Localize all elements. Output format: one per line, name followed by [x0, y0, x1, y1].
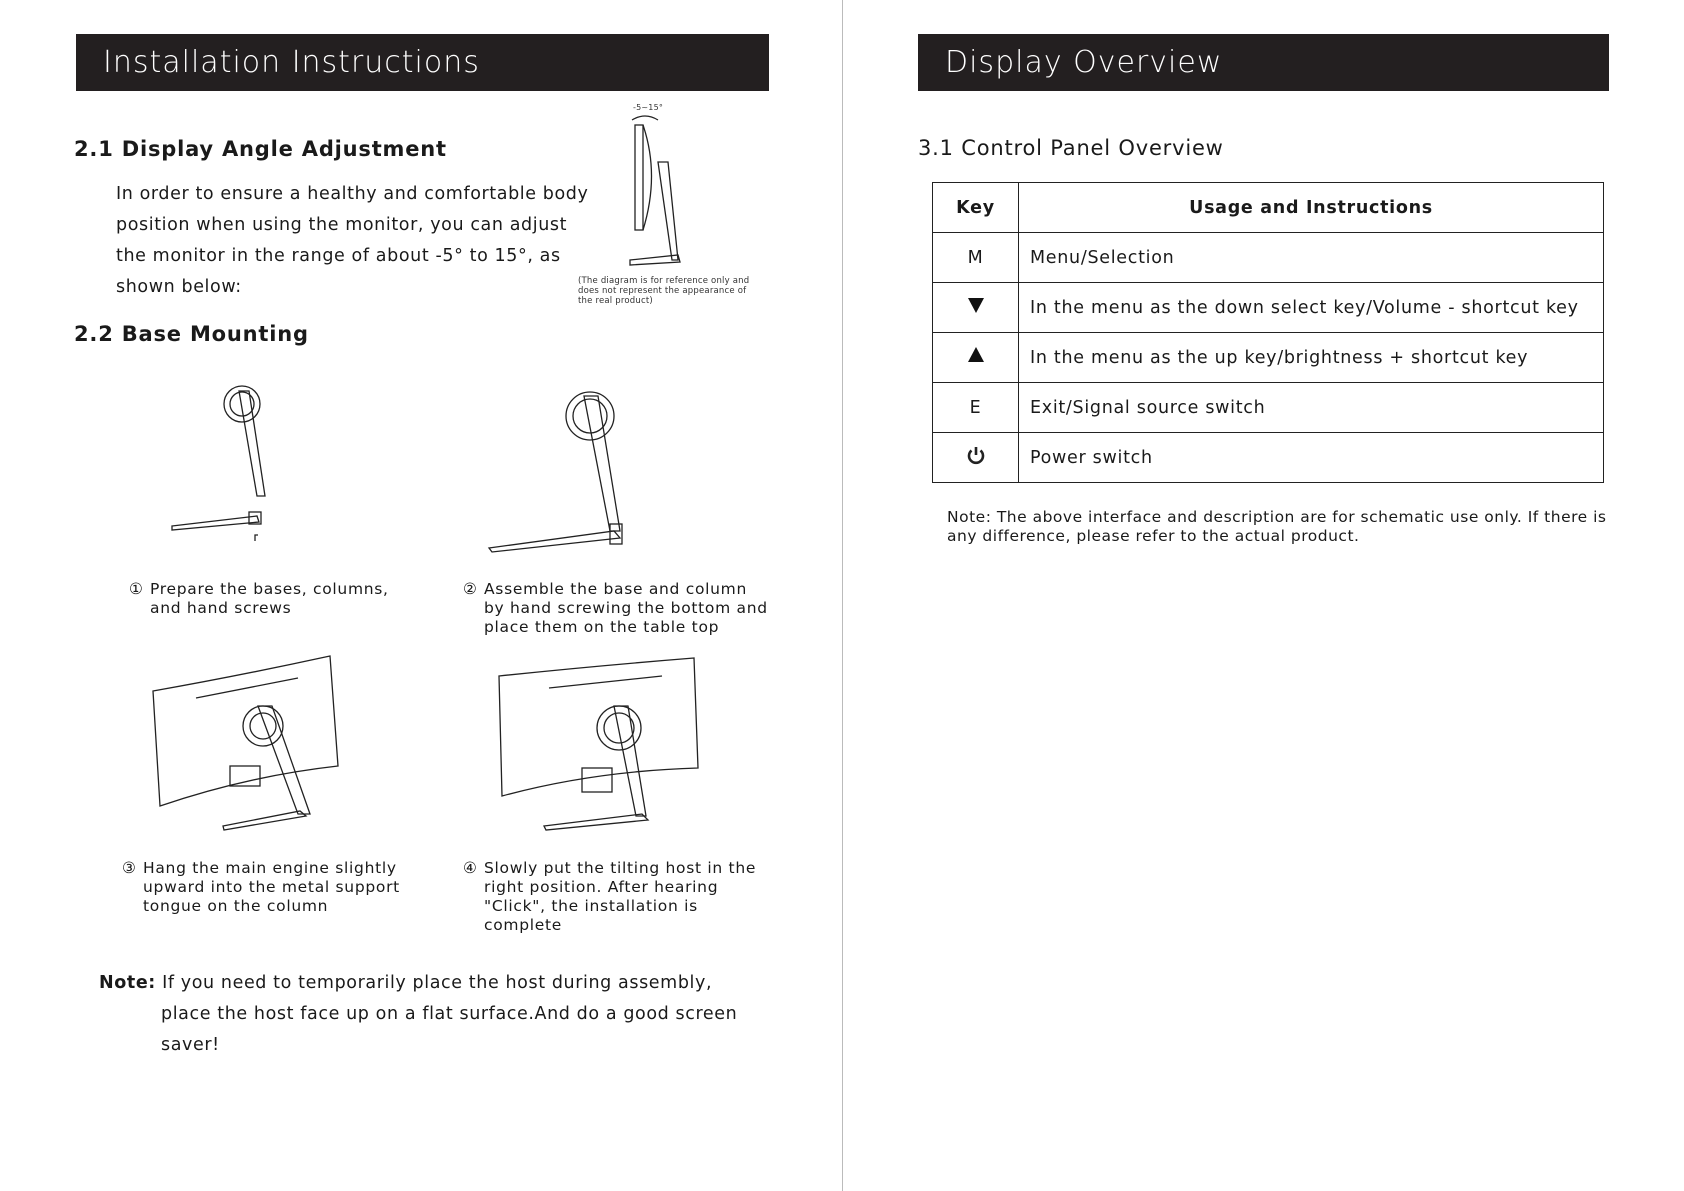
- caption-line: the real product): [578, 296, 653, 306]
- key-cell: M: [933, 233, 1019, 283]
- caption-line: (The diagram is for reference only and: [578, 276, 750, 286]
- column-header-key: Key: [933, 183, 1019, 233]
- assembly-note: [99, 968, 737, 1061]
- text-line: position when using the monitor, you can adjust: [116, 215, 568, 235]
- note-line: If you need to temporarily place the host during assembly,: [162, 973, 713, 993]
- key-cell: [933, 283, 1019, 333]
- step-1-caption: [129, 580, 389, 618]
- step-2-illustration: [484, 376, 634, 554]
- section-3-1-heading: 3.1 Control Panel Overview: [918, 136, 1224, 160]
- step-number: ②: [463, 580, 478, 598]
- caption-line: complete: [484, 916, 562, 934]
- step-4-caption: [463, 859, 757, 935]
- section-2-1-text: [116, 179, 588, 303]
- caption-line: by hand screwing the bottom and: [484, 599, 768, 617]
- key-cell: E: [933, 383, 1019, 433]
- usage-cell: Menu/Selection: [1019, 233, 1604, 283]
- usage-cell: Power switch: [1019, 433, 1604, 483]
- right-page-header: Display Overview: [918, 34, 1609, 91]
- tilt-arc: [632, 116, 658, 120]
- diagram-caption: [578, 276, 749, 306]
- section-2-1-heading: 2.1 Display Angle Adjustment: [74, 137, 447, 161]
- angle-label: -5~15°: [633, 103, 664, 112]
- step-2-caption: [463, 580, 768, 637]
- step-4-illustration: [494, 656, 704, 831]
- text-line: In order to ensure a healthy and comfortable body: [116, 184, 589, 204]
- monitor-back: [643, 125, 652, 230]
- caption-line: place them on the table top: [484, 618, 720, 636]
- usage-cell: Exit/Signal source switch: [1019, 383, 1604, 433]
- table-header-row: [933, 183, 1604, 233]
- caption-line: does not represent the appearance of: [578, 286, 747, 296]
- text-line: shown below:: [116, 277, 242, 297]
- table-row: [933, 333, 1604, 383]
- usage-cell: In the menu as the down select key/Volume - shortcut key: [1019, 283, 1604, 333]
- step-1-illustration: [167, 376, 277, 548]
- up-triangle-icon: [967, 346, 985, 364]
- control-panel-table: [932, 182, 1604, 483]
- note-line: place the host face up on a flat surface.And do a good screen: [161, 1004, 738, 1024]
- table-row: [933, 433, 1604, 483]
- key-cell: [933, 433, 1019, 483]
- table-row: [933, 283, 1604, 333]
- step-3-illustration: [148, 656, 343, 831]
- note-line: saver!: [161, 1035, 220, 1055]
- step-number: ③: [122, 859, 137, 877]
- caption-line: Assemble the base and column: [484, 580, 747, 598]
- table-row: [933, 233, 1604, 283]
- caption-line: upward into the metal support: [143, 878, 400, 896]
- stand-column: [658, 162, 678, 260]
- section-2-2-heading: 2.2 Base Mounting: [74, 322, 309, 346]
- table-row: [933, 383, 1604, 433]
- caption-line: "Click", the installation is: [484, 897, 698, 915]
- caption-line: and hand screws: [150, 599, 292, 617]
- caption-line: Prepare the bases, columns,: [150, 580, 389, 598]
- control-panel-note: Note: The above interface and description are for schematic use only. If there is any difference, please refer to the actual product.: [947, 508, 1607, 545]
- caption-line: right position. After hearing: [484, 878, 719, 896]
- page-divider: [842, 0, 843, 1191]
- power-icon: [966, 445, 986, 465]
- tilt-diagram: [620, 110, 700, 270]
- left-page-header: Installation Instructions: [76, 34, 769, 91]
- text-line: the monitor in the range of about -5° to 15°, as: [116, 246, 561, 266]
- caption-line: Hang the main engine slightly: [143, 859, 397, 877]
- step-number: ④: [463, 859, 478, 877]
- step-3-caption: [122, 859, 400, 916]
- caption-line: tongue on the column: [143, 897, 329, 915]
- key-cell: [933, 333, 1019, 383]
- note-label: Note:: [99, 973, 156, 993]
- down-triangle-icon: [967, 296, 985, 314]
- monitor-side: [635, 125, 643, 230]
- step-number: ①: [129, 580, 144, 598]
- usage-cell: In the menu as the up key/brightness + shortcut key: [1019, 333, 1604, 383]
- caption-line: Slowly put the tilting host in the: [484, 859, 757, 877]
- column-header-usage: Usage and Instructions: [1019, 183, 1604, 233]
